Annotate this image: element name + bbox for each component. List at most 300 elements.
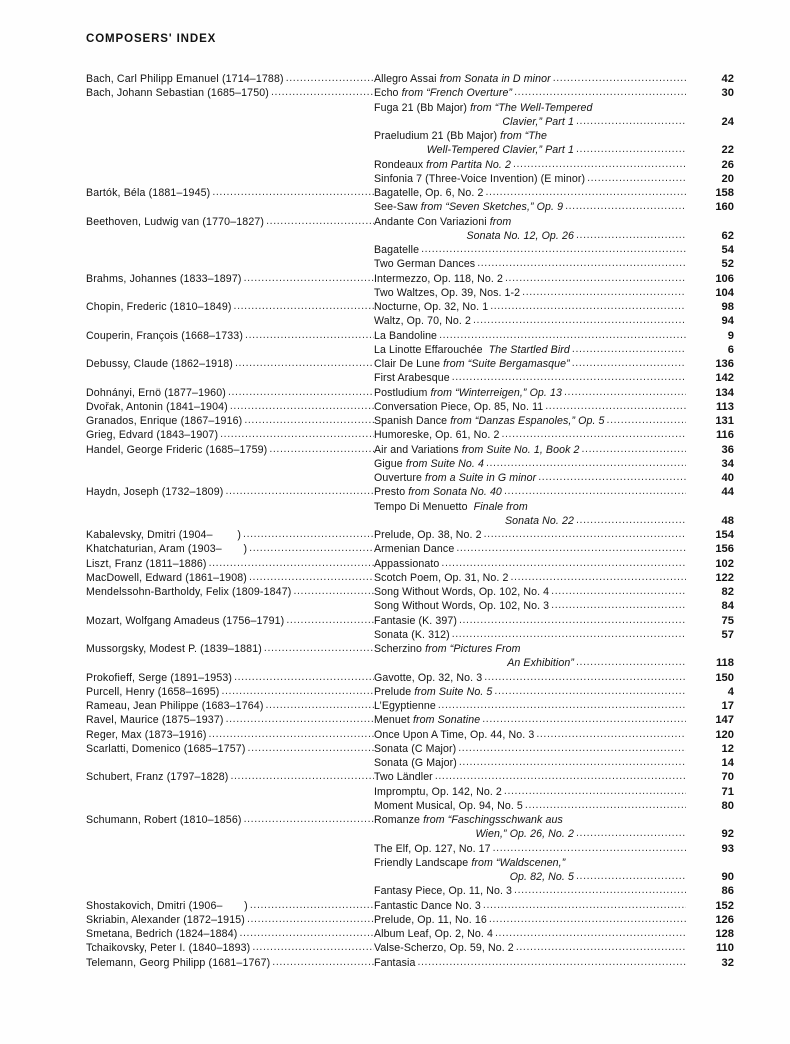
- page-number: 20: [721, 172, 734, 185]
- composer-name: Haydn, Joseph (1732–1809): [86, 486, 224, 499]
- index-entry-row: [86, 870, 734, 884]
- work-title: La Linotte Effarouchée The Startled Bird: [374, 343, 570, 356]
- page-number: 110: [715, 942, 734, 955]
- page-number: 75: [721, 614, 734, 627]
- page-number: 12: [721, 742, 734, 755]
- dot-leader: [244, 414, 374, 427]
- composer-cell: [86, 186, 374, 200]
- index-entry-row: [86, 485, 734, 499]
- index-entry-row: [86, 243, 734, 257]
- composer-name: Mozart, Wolfgang Amadeus (1756–1791): [86, 614, 285, 627]
- page-number: 106: [715, 272, 734, 285]
- dot-leader: [212, 186, 374, 199]
- index-entry-row: [86, 557, 734, 571]
- composer-cell: [86, 400, 374, 414]
- index-entry-row: [86, 400, 734, 414]
- index-entry-row: [86, 286, 734, 300]
- page-number: 4: [727, 685, 734, 698]
- composer-name: Purcell, Henry (1658–1695): [86, 685, 220, 698]
- page-number: 131: [715, 415, 734, 427]
- dot-leader: [485, 186, 686, 199]
- dot-leader: [249, 571, 374, 584]
- work-title: Waltz, Op. 70, No. 2: [374, 315, 471, 328]
- work-title: Nocturne, Op. 32, No. 1: [374, 301, 489, 313]
- composer-name: Rameau, Jean Philippe (1683–1764): [86, 700, 264, 712]
- work-title-cell: [374, 300, 686, 314]
- dot-leader: [553, 72, 686, 85]
- page-number: 54: [721, 244, 734, 256]
- dot-leader: [551, 599, 686, 612]
- composer-cell: [86, 913, 374, 927]
- work-title-cell: [374, 286, 686, 300]
- page-number: 98: [721, 301, 734, 313]
- dot-leader: [235, 357, 374, 370]
- work-title-cell: [374, 186, 686, 200]
- composer-cell: [86, 386, 374, 400]
- page-number: 116: [715, 429, 734, 442]
- composer-name: Shostakovich, Dmitri (1906– ): [86, 899, 248, 912]
- page-title: COMPOSERS' INDEX: [86, 33, 217, 45]
- index-entry-row: [86, 571, 734, 585]
- dot-leader: [494, 685, 686, 698]
- work-title: Clair De Lune from “Suite Bergamasque”: [374, 358, 570, 370]
- dot-leader: [439, 329, 686, 342]
- work-title-cell: [374, 101, 686, 115]
- composer-name: Khatchaturian, Aram (1903– ): [86, 543, 248, 556]
- dot-leader: [501, 428, 686, 441]
- work-title-cell: [374, 542, 686, 556]
- dot-leader: [435, 770, 686, 783]
- composer-cell: [86, 428, 374, 442]
- composer-name: Ravel, Maurice (1875–1937): [86, 714, 224, 727]
- work-title: Prelude, Op. 11, No. 16: [374, 913, 487, 926]
- composer-name: Chopin, Frederic (1810–1849): [86, 301, 232, 313]
- work-title-cell: [374, 257, 686, 271]
- dot-leader: [456, 542, 686, 555]
- work-title-cell: [374, 941, 686, 955]
- dot-leader: [514, 86, 686, 99]
- composer-cell: [86, 742, 374, 756]
- work-title: Wien,” Op. 26, No. 2: [475, 828, 574, 841]
- index-entry-row: [86, 770, 734, 784]
- page-number: 122: [715, 571, 734, 584]
- dot-leader: [551, 585, 686, 598]
- work-title: Clavier,” Part 1: [502, 115, 574, 128]
- composer-cell: [86, 671, 374, 685]
- work-title-cell: [374, 115, 686, 129]
- work-title-cell: [374, 614, 686, 628]
- dot-leader: [504, 485, 686, 498]
- work-title: Andante Con Variazioni from: [374, 215, 512, 228]
- index-entry-row: [86, 300, 734, 314]
- page-number: 82: [721, 586, 734, 598]
- work-title: Rondeaux from Partita No. 2: [374, 158, 511, 171]
- page-number: 17: [721, 700, 734, 712]
- composer-cell: [86, 813, 374, 827]
- page-number: 86: [721, 885, 734, 898]
- page-number: 104: [715, 286, 734, 299]
- work-title-cell: [374, 72, 686, 86]
- work-title-cell: [374, 500, 686, 514]
- composer-name: Mendelssohn-Bartholdy, Felix (1809-1847): [86, 586, 292, 598]
- work-title-cell: [374, 514, 686, 528]
- dot-leader: [220, 428, 374, 441]
- work-title-cell: [374, 215, 686, 229]
- index-entry-row: [86, 899, 734, 913]
- work-title: Prelude from Suite No. 5: [374, 685, 493, 698]
- page-number: 42: [721, 73, 734, 85]
- work-title: Fantasie (K. 397): [374, 614, 457, 627]
- index-entry-row: [86, 457, 734, 471]
- work-title-cell: [374, 143, 686, 157]
- work-title: Humoreske, Op. 61, No. 2: [374, 429, 500, 442]
- work-title-cell: [374, 770, 686, 784]
- index-entry-row: [86, 343, 734, 357]
- page-number: 102: [715, 557, 734, 570]
- work-title-cell: [374, 485, 686, 499]
- work-title: Friendly Landscape from “Waldscenen,”: [374, 856, 566, 869]
- dot-leader: [572, 357, 686, 370]
- index-entry-row: [86, 86, 734, 100]
- work-title: Scotch Poem, Op. 31, No. 2: [374, 571, 509, 584]
- page-number: 118: [715, 657, 734, 670]
- page-number: 36: [721, 443, 734, 456]
- dot-leader: [264, 642, 374, 655]
- composer-name: Debussy, Claude (1862–1918): [86, 358, 233, 370]
- work-title: Tempo Di Menuetto Finale from: [374, 500, 528, 513]
- work-title-cell: [374, 158, 686, 172]
- composer-name: Bach, Carl Philipp Emanuel (1714–1788): [86, 73, 284, 85]
- index-entry-row: [86, 614, 734, 628]
- dot-leader: [266, 699, 374, 712]
- composer-name: Mussorgsky, Modest P. (1839–1881): [86, 643, 262, 655]
- composer-cell: [86, 642, 374, 656]
- index-entry-row: [86, 927, 734, 941]
- dot-leader: [247, 913, 374, 926]
- index-entry-row: [86, 656, 734, 670]
- work-title: Postludium from “Winterreigen,” Op. 13: [374, 386, 562, 399]
- page-number: 147: [715, 714, 734, 727]
- composer-cell: [86, 699, 374, 713]
- page-number: 44: [721, 486, 734, 499]
- work-title: Impromptu, Op. 142, No. 2: [374, 785, 502, 798]
- work-title-cell: [374, 599, 686, 613]
- page-number: 113: [715, 400, 734, 413]
- composer-cell: [86, 585, 374, 599]
- work-title: Bagatelle, Op. 6, No. 2: [374, 187, 484, 199]
- page-number: 142: [715, 372, 734, 385]
- composer-cell: [86, 713, 374, 727]
- work-title: Sonata (C Major): [374, 742, 457, 755]
- composer-cell: [86, 357, 374, 371]
- work-title-cell: [374, 870, 686, 884]
- work-title-cell: [374, 813, 686, 827]
- dot-leader: [209, 557, 374, 570]
- index-entry-row: [86, 728, 734, 742]
- composer-name: Schumann, Robert (1810–1856): [86, 814, 242, 826]
- dot-leader: [484, 528, 686, 541]
- index-entry-row: [86, 314, 734, 328]
- composer-name: Dohnányi, Ernö (1877–1960): [86, 386, 226, 399]
- index-entry-row: [86, 443, 734, 457]
- index-entry-row: [86, 713, 734, 727]
- index-entry-row: [86, 941, 734, 955]
- work-title-cell: [374, 329, 686, 343]
- index-entry-row: [86, 514, 734, 528]
- index-entry-row: [86, 799, 734, 813]
- work-title-cell: [374, 343, 686, 357]
- page-number: 90: [721, 871, 734, 883]
- work-title-cell: [374, 129, 686, 143]
- work-title: Conversation Piece, Op. 85, No. 11: [374, 400, 544, 413]
- page-number: 126: [715, 913, 734, 926]
- work-title: Once Upon A Time, Op. 44, No. 3: [374, 728, 535, 741]
- index-entry-row: [86, 428, 734, 442]
- index-entry-row: [86, 115, 734, 129]
- work-title-cell: [374, 913, 686, 927]
- work-title: The Elf, Op. 127, No. 17: [374, 842, 491, 855]
- work-title: Gavotte, Op. 32, No. 3: [374, 671, 483, 684]
- work-title: Sonata (G Major): [374, 757, 457, 769]
- work-title-cell: [374, 927, 686, 941]
- work-title-cell: [374, 742, 686, 756]
- work-title-cell: [374, 571, 686, 585]
- work-title-cell: [374, 656, 686, 670]
- work-title-cell: [374, 884, 686, 898]
- work-title-cell: [374, 827, 686, 841]
- index-entry-row: [86, 129, 734, 143]
- page-number: 9: [727, 329, 734, 342]
- composer-name: Handel, George Frideric (1685–1759): [86, 443, 268, 456]
- index-entry-row: [86, 158, 734, 172]
- dot-leader: [209, 728, 375, 741]
- dot-leader: [221, 685, 374, 698]
- work-title-cell: [374, 428, 686, 442]
- work-title-cell: [374, 314, 686, 328]
- composer-name: Schubert, Franz (1797–1828): [86, 771, 229, 784]
- index-entry-row: [86, 357, 734, 371]
- composer-cell: [86, 86, 374, 100]
- index-entry-row: [86, 671, 734, 685]
- dot-leader: [564, 386, 686, 399]
- page-number: 22: [721, 144, 734, 157]
- composer-cell: [86, 414, 374, 428]
- work-title: L’Egyptienne: [374, 700, 436, 712]
- dot-leader: [272, 956, 374, 969]
- dot-leader: [582, 443, 687, 456]
- dot-leader: [243, 528, 374, 541]
- page-number: 154: [715, 529, 734, 541]
- index-entry-row: [86, 599, 734, 613]
- index-entry-row: [86, 956, 734, 970]
- work-title: Spanish Dance from “Danzas Espanoles,” Op. 5: [374, 415, 605, 427]
- work-title-cell: [374, 414, 686, 428]
- dot-leader: [438, 699, 686, 712]
- index-entry-row: [86, 414, 734, 428]
- dot-leader: [230, 400, 374, 413]
- work-title: Moment Musical, Op. 94, No. 5: [374, 799, 523, 812]
- page-number: 24: [721, 115, 734, 128]
- page-number: 158: [715, 187, 734, 199]
- work-title-cell: [374, 628, 686, 642]
- page-number: 92: [721, 828, 734, 841]
- index-entry-row: [86, 785, 734, 799]
- work-title: Well-Tempered Clavier,” Part 1: [426, 144, 574, 157]
- dot-leader: [516, 941, 686, 954]
- work-title-cell: [374, 200, 686, 214]
- work-title-cell: [374, 785, 686, 799]
- index-entry-row: [86, 471, 734, 485]
- dot-leader: [514, 884, 686, 897]
- work-title: Two Ländler: [374, 771, 433, 784]
- page-number: 62: [721, 229, 734, 242]
- composer-name: Grieg, Edvard (1843–1907): [86, 429, 219, 442]
- work-title-cell: [374, 172, 686, 186]
- composer-cell: [86, 614, 374, 628]
- index-entry-row: [86, 386, 734, 400]
- composer-name: Bach, Johann Sebastian (1685–1750): [86, 87, 269, 100]
- dot-leader: [587, 172, 686, 185]
- dot-leader: [576, 870, 686, 883]
- index-entry-row: [86, 699, 734, 713]
- work-title: Scherzino from “Pictures From: [374, 643, 521, 655]
- index-entry-row: [86, 329, 734, 343]
- page-number: 30: [721, 87, 734, 100]
- dot-leader: [576, 143, 686, 156]
- work-title-cell: [374, 756, 686, 770]
- work-title: Intermezzo, Op. 118, No. 2: [374, 272, 504, 285]
- work-title: Praeludium 21 (Bb Major) from “The: [374, 130, 547, 142]
- page-number: 156: [715, 543, 734, 556]
- page-number: 93: [721, 842, 734, 855]
- work-title-cell: [374, 400, 686, 414]
- index-entry-row: [86, 500, 734, 514]
- composers-index-list: [86, 72, 734, 970]
- composer-cell: [86, 956, 374, 970]
- dot-leader: [250, 899, 374, 912]
- dot-leader: [234, 300, 374, 313]
- page-number: 160: [715, 201, 734, 214]
- work-title-cell: [374, 386, 686, 400]
- work-title: Fuga 21 (Bb Major) from “The Well-Tempered: [374, 101, 593, 114]
- dot-leader: [536, 728, 686, 741]
- index-entry-row: [86, 628, 734, 642]
- dot-leader: [607, 414, 686, 427]
- work-title-cell: [374, 528, 686, 542]
- dot-leader: [286, 72, 374, 85]
- work-title: Fantastic Dance No. 3: [374, 899, 481, 912]
- work-title: Prelude, Op. 38, No. 2: [374, 529, 482, 541]
- composer-cell: [86, 443, 374, 457]
- work-title: Album Leaf, Op. 2, No. 4: [374, 928, 493, 940]
- work-title-cell: [374, 457, 686, 471]
- work-title: Song Without Words, Op. 102, No. 3: [374, 600, 550, 613]
- index-entry-row: [86, 813, 734, 827]
- composer-name: Beethoven, Ludwig van (1770–1827): [86, 215, 265, 228]
- index-entry-row: [86, 101, 734, 115]
- dot-leader: [576, 656, 686, 669]
- page-number: 80: [721, 799, 734, 812]
- page-number: 128: [715, 928, 734, 940]
- work-title: Appassionato: [374, 557, 440, 570]
- index-entry-row: [86, 856, 734, 870]
- work-title-cell: [374, 272, 686, 286]
- dot-leader: [505, 272, 686, 285]
- work-title-cell: [374, 243, 686, 257]
- index-entry-row: [86, 827, 734, 841]
- composer-name: Liszt, Franz (1811–1886): [86, 557, 207, 570]
- composer-cell: [86, 329, 374, 343]
- composer-cell: [86, 528, 374, 542]
- dot-leader: [565, 200, 686, 213]
- work-title: Valse-Scherzo, Op. 59, No. 2: [374, 942, 514, 955]
- page-number: 48: [721, 514, 734, 527]
- dot-leader: [458, 742, 686, 755]
- page-number: 120: [715, 728, 734, 741]
- work-title: Fantasia: [374, 956, 416, 969]
- composer-name: Telemann, Georg Philipp (1681–1767): [86, 956, 271, 969]
- page-number: 6: [727, 343, 734, 356]
- dot-leader: [245, 329, 374, 342]
- page-number: 26: [721, 158, 734, 171]
- work-title-cell: [374, 585, 686, 599]
- dot-leader: [459, 756, 686, 769]
- composer-cell: [86, 272, 374, 286]
- composer-name: Brahms, Johannes (1833–1897): [86, 272, 242, 285]
- dot-leader: [483, 899, 686, 912]
- page-number: 40: [721, 472, 734, 484]
- work-title-cell: [374, 699, 686, 713]
- page-number: 14: [721, 757, 734, 769]
- composer-cell: [86, 571, 374, 585]
- work-title: Menuet from Sonatine: [374, 714, 481, 727]
- dot-leader: [266, 215, 374, 228]
- composer-cell: [86, 300, 374, 314]
- index-entry-row: [86, 884, 734, 898]
- dot-leader: [473, 314, 686, 327]
- index-entry-row: [86, 528, 734, 542]
- work-title: Sonata No. 22: [504, 514, 574, 527]
- index-entry-row: [86, 913, 734, 927]
- work-title: Sonata No. 12, Op. 26: [466, 229, 574, 242]
- dot-leader: [225, 485, 374, 498]
- dot-leader: [576, 827, 686, 840]
- work-title-cell: [374, 899, 686, 913]
- composer-cell: [86, 941, 374, 955]
- work-title-cell: [374, 229, 686, 243]
- composer-cell: [86, 485, 374, 499]
- work-title: Two German Dances: [374, 258, 476, 271]
- composer-cell: [86, 927, 374, 941]
- dot-leader: [244, 813, 374, 826]
- composer-name: Scarlatti, Domenico (1685–1757): [86, 742, 246, 755]
- dot-leader: [249, 542, 374, 555]
- work-title: La Bandoline: [374, 329, 438, 342]
- work-title: Gigue from Suite No. 4: [374, 457, 484, 470]
- index-entry-row: [86, 642, 734, 656]
- work-title-cell: [374, 642, 686, 656]
- work-title: Ouverture from a Suite in G minor: [374, 472, 537, 484]
- work-title: Bagatelle: [374, 244, 420, 256]
- work-title: Two Waltzes, Op. 39, Nos. 1-2: [374, 286, 521, 299]
- dot-leader: [234, 671, 374, 684]
- dot-leader: [459, 614, 686, 627]
- work-title: Presto from Sonata No. 40: [374, 486, 502, 499]
- dot-leader: [226, 713, 374, 726]
- composer-name: MacDowell, Edward (1861–1908): [86, 571, 247, 584]
- dot-leader: [495, 927, 686, 940]
- work-title-cell: [374, 357, 686, 371]
